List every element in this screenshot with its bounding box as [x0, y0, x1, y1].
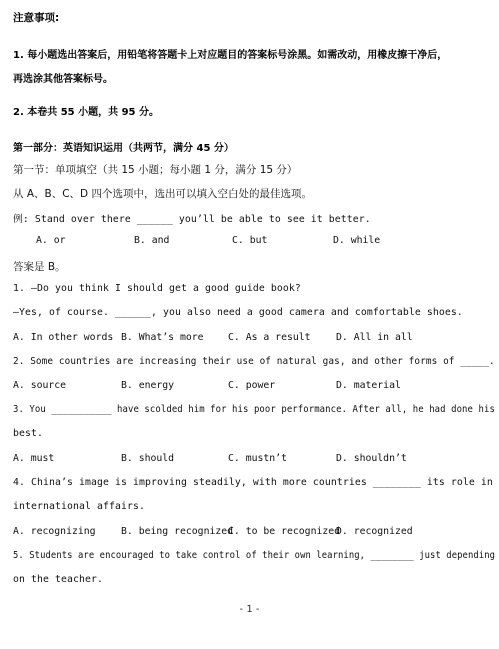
- example-option-d: D. while: [333, 235, 381, 246]
- notice-title: 注意事项:: [13, 12, 60, 24]
- notice-item-1-line-2: 再选涂其他答案标号。: [13, 74, 113, 85]
- part1-title: 第一部分：英语知识运用（共两节，满分 45 分）: [13, 143, 234, 154]
- question-3-option-a: A. must: [13, 453, 55, 464]
- question-1-option-b: B. What’s more: [121, 332, 204, 343]
- example-stem: 例: Stand over there ______ you’ll be able to see it better.: [13, 214, 371, 225]
- question-4-option-c: C. to be recognized: [228, 526, 341, 537]
- question-4-option-a: A. recognizing: [13, 526, 96, 537]
- question-3-line-2: best.: [13, 428, 43, 439]
- question-4-option-b: B. being recognized: [121, 526, 234, 537]
- question-1-option-a: A. In other words: [13, 332, 114, 343]
- question-4-line-1: 4. China’s image is improving steadily, with more countries ________ its role in: [13, 477, 493, 488]
- page-number: - 1 -: [239, 604, 260, 615]
- section1-instruction: 从 A、B、C、D 四个选项中，选出可以填入空白处的最佳选项。: [13, 188, 312, 200]
- question-1-option-d: D. All in all: [336, 332, 413, 343]
- question-1-option-c: C. As a result: [228, 332, 311, 343]
- example-option-a: A. or: [36, 235, 66, 246]
- question-4-option-d: D. recognized: [336, 526, 413, 537]
- question-3-option-c: C. mustn’t: [228, 453, 287, 464]
- example-option-b: B. and: [134, 235, 170, 246]
- example-option-c: C. but: [232, 235, 268, 246]
- notice-item-1-line-1: 1. 每小题选出答案后，用铅笔将答题卡上对应题目的答案标号涂黑。如需改动，用橡皮擦干净后，: [13, 50, 448, 61]
- section1-title: 第一节：单项填空（共 15 小题；每小题 1 分，满分 15 分）: [13, 164, 298, 176]
- question-2-option-b: B. energy: [121, 380, 175, 391]
- question-2-option-a: A. source: [13, 380, 67, 391]
- question-1-line-2: —Yes, of course. ______, you also need a good camera and comfortable shoes.: [13, 307, 463, 318]
- question-4-line-2: international affairs.: [13, 501, 145, 512]
- question-3-option-b: B. should: [121, 453, 175, 464]
- example-answer: 答案是 B。: [13, 261, 66, 273]
- question-5-line-1: 5. Students are encouraged to take control of their own learning, ________ just depending: [13, 550, 496, 561]
- question-2-option-d: D. material: [336, 380, 401, 391]
- notice-item-2: 2. 本卷共 55 小题，共 95 分。: [13, 107, 159, 118]
- question-2-line-1: 2. Some countries are increasing their use of natural gas, and other forms of _____.: [13, 356, 495, 367]
- question-3-line-1: 3. You ___________ have scolded him for his poor performance. After all, he had done his: [13, 404, 495, 415]
- question-1-line-1: 1. —Do you think I should get a good guide book?: [13, 283, 301, 294]
- question-5-line-2: on the teacher.: [13, 574, 103, 585]
- question-3-option-d: D. shouldn’t: [336, 453, 407, 464]
- question-2-option-c: C. power: [228, 380, 276, 391]
